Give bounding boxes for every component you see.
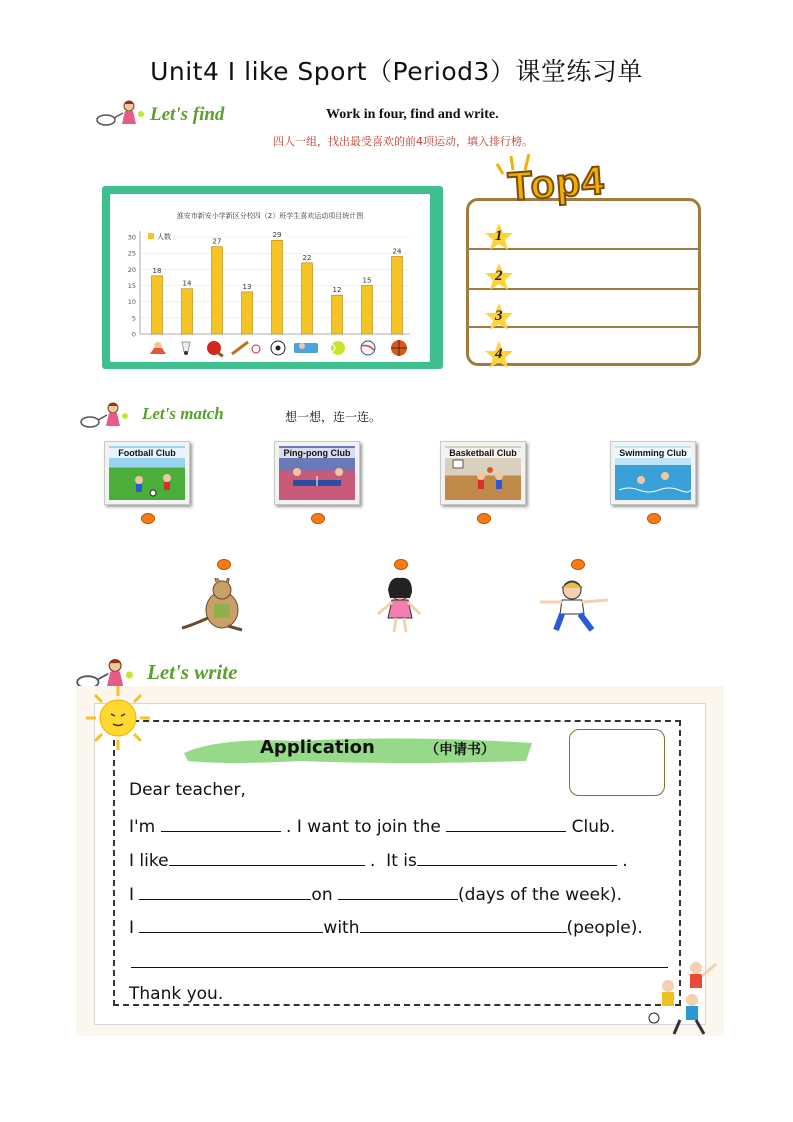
line-text: (people).	[566, 918, 643, 938]
line-text: I like	[129, 851, 169, 871]
y-tick-label: 30	[127, 233, 136, 242]
match-instruction-cn: 想一想，连一连。	[285, 410, 382, 424]
application-line-2	[129, 851, 628, 871]
application-title: Application	[260, 737, 375, 758]
sport-blank[interactable]	[169, 851, 365, 866]
badminton-player-icon	[150, 342, 166, 354]
boy-character-icon	[536, 578, 616, 634]
legend-label: 人数	[157, 233, 171, 241]
bar-value-label: 29	[272, 231, 282, 240]
ping-pong-club-card[interactable]	[274, 441, 360, 505]
bar-shuttlecock	[182, 289, 193, 334]
top4-heading: Top4	[506, 158, 606, 210]
bar-volleyball	[362, 286, 373, 335]
match-dot-swimming[interactable]	[647, 513, 661, 524]
days-blank[interactable]	[338, 885, 458, 900]
y-tick-label: 10	[127, 298, 136, 307]
activity-blank-2[interactable]	[139, 918, 323, 933]
shuttlecock-icon	[182, 342, 190, 355]
lets-match-heading: Let's match	[142, 404, 224, 423]
activity-blank[interactable]	[139, 885, 311, 900]
line-text: I'm	[129, 817, 161, 837]
match-dot-kangaroo[interactable]	[217, 559, 231, 570]
tennis-girl-icon	[96, 98, 150, 130]
lets-find-heading: Let's find	[150, 104, 225, 125]
closing-line	[129, 984, 223, 1004]
y-tick-label: 0	[131, 330, 136, 339]
bar-badminton	[152, 276, 163, 334]
line-text: with	[323, 918, 360, 938]
bar-value-label: 14	[182, 279, 192, 288]
bar-basketball	[392, 256, 403, 334]
find-instruction: Work in four, find and write.	[326, 107, 499, 122]
bar-ping-pong	[212, 247, 223, 334]
club-label: Football Club	[109, 448, 185, 458]
chart-title: 淮安市新安小学新区分校四（2）班学生喜欢运动项目统计图	[176, 212, 364, 220]
rank-number: 4	[495, 346, 503, 362]
football-icon	[271, 341, 285, 355]
line-text: Club.	[566, 817, 616, 837]
basketball-icon	[391, 340, 407, 356]
lets-write-heading: Let's write	[147, 660, 238, 684]
club-label: Ping-pong Club	[279, 448, 355, 458]
bar-value-label: 22	[302, 253, 312, 262]
bar-value-label: 15	[362, 276, 372, 285]
application-line-4	[129, 918, 643, 938]
basketball-club-card[interactable]	[440, 441, 526, 505]
match-dot-boy[interactable]	[571, 559, 585, 570]
bar-value-label: 13	[242, 282, 252, 291]
match-dot-football[interactable]	[141, 513, 155, 524]
free-writing-line[interactable]	[131, 967, 668, 968]
bar-baseball	[242, 292, 253, 334]
y-tick-label: 20	[127, 265, 136, 274]
club-label: Basketball Club	[445, 448, 521, 458]
people-blank[interactable]	[360, 918, 567, 933]
name-blank[interactable]	[161, 817, 281, 832]
girl-character-icon	[364, 576, 434, 634]
sun-icon	[84, 684, 152, 752]
greeting-text: Dear teacher,	[129, 780, 246, 800]
line-text: . I want to join the	[280, 817, 447, 837]
application-title-cn: （申请书）	[425, 742, 495, 758]
greeting-line	[129, 780, 246, 800]
match-dot-basketball[interactable]	[477, 513, 491, 524]
tennis-ball-icon	[331, 341, 345, 355]
application-line-3	[129, 885, 622, 905]
y-tick-label: 25	[127, 249, 136, 258]
line-text: I	[129, 918, 140, 938]
line-text: I	[129, 885, 140, 905]
sport-icons-row	[150, 340, 407, 357]
bar-value-label: 18	[152, 266, 162, 275]
y-tick-label: 15	[127, 282, 136, 290]
legend-swatch	[148, 233, 154, 239]
bar-value-label: 27	[212, 237, 222, 246]
find-instruction-cn: 四人一组，找出最受喜欢的前4项运动，填入排行榜。	[273, 135, 533, 148]
baseball-bat-icon	[232, 342, 260, 354]
y-tick-label: 5	[131, 314, 136, 323]
club-blank[interactable]	[446, 817, 566, 832]
line-text: . It is	[364, 851, 417, 871]
volleyball-icon	[361, 341, 375, 355]
bar-tennis	[332, 295, 343, 334]
photo-box[interactable]	[569, 729, 665, 796]
application-line-1	[129, 817, 615, 837]
closing-text: Thank you.	[129, 984, 224, 1004]
club-label: Swimming Club	[615, 448, 691, 458]
ping-pong-paddle-icon	[207, 341, 224, 357]
bar-value-label: 24	[392, 247, 402, 256]
football-club-card[interactable]	[104, 441, 190, 505]
bar-swimming	[302, 263, 313, 334]
rank-number: 1	[495, 228, 503, 244]
line-text: on	[311, 885, 339, 905]
sports-bar-chart	[110, 194, 430, 362]
match-dot-girl[interactable]	[394, 559, 408, 570]
kangaroo-character-icon	[180, 578, 258, 634]
match-dot-ping-pong[interactable]	[311, 513, 325, 524]
kids-playing-sports-icon	[640, 956, 724, 1036]
swimming-club-card[interactable]	[610, 441, 696, 505]
swimmer-icon	[294, 343, 318, 353]
rank-number: 2	[495, 268, 503, 284]
rank-number: 3	[495, 308, 503, 324]
line-text: (days of the week).	[458, 885, 622, 905]
page-title: Unit4 I like Sport（Period3）课堂练习单	[150, 57, 643, 86]
tennis-girl-icon	[80, 400, 134, 432]
bar-value-label: 12	[332, 286, 342, 295]
bar-football	[272, 240, 283, 334]
line-text: .	[616, 851, 628, 871]
adjective-blank[interactable]	[417, 851, 617, 866]
